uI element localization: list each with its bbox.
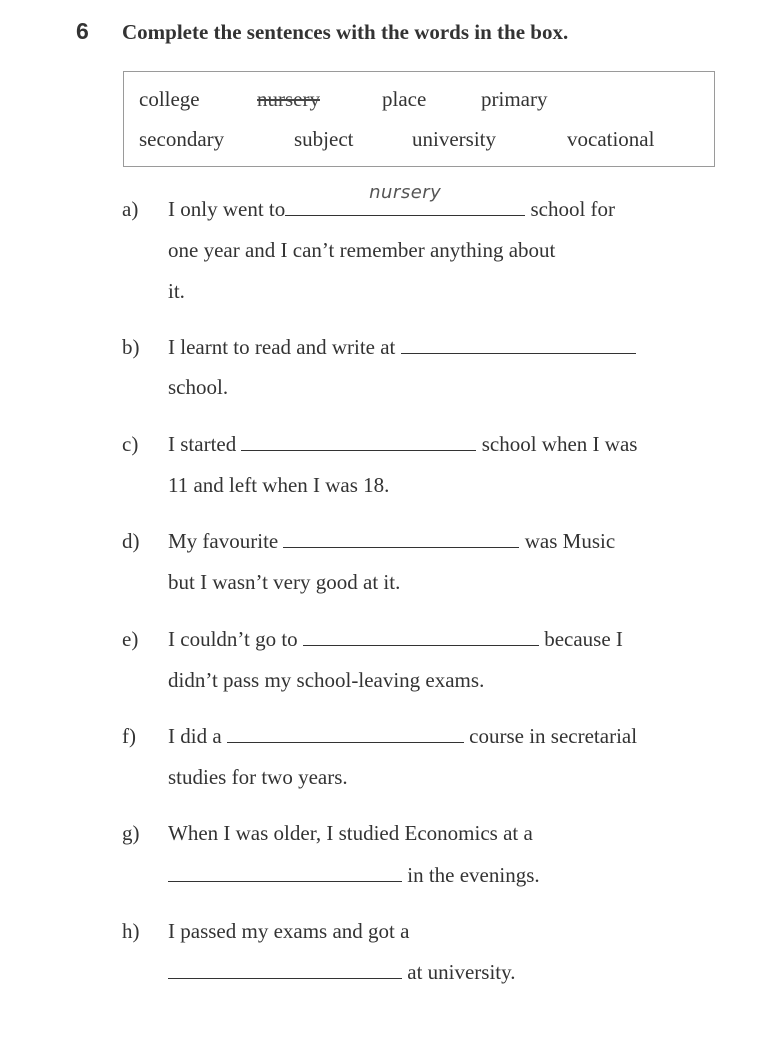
instruction: Complete the sentences with the words in the box. [122,20,569,44]
item-d-line1 [168,521,615,561]
item-g-blank[interactable] [168,859,402,882]
item-d-letter: d) [122,529,140,553]
item-c-after: school when I was [481,432,638,456]
item-e-letter: e) [122,627,139,651]
item-c-before: I started [168,432,237,456]
item-h-letter: h) [122,919,140,943]
item-e-before: I couldn’t go to [168,627,298,651]
word-subject: subject [294,127,354,151]
item-g-after: in the evenings. [407,863,540,887]
item-f-line1 [168,716,637,756]
word-secondary: secondary [139,127,225,151]
item-a-line2: one year and I can’t remember anything about [168,238,556,262]
item-c-letter: c) [122,432,139,456]
item-a-letter: a) [122,197,139,221]
item-e-after: because I [544,627,623,651]
word-primary: primary [481,87,548,111]
word-box [123,71,715,167]
item-d-before: My favourite [168,529,279,553]
item-e-line2: didn’t pass my school-leaving exams. [168,668,485,692]
item-e-line1 [168,619,623,659]
item-g-line2 [168,855,540,895]
item-h-line1: I passed my exams and got a [168,919,410,943]
item-f-before: I did a [168,724,222,748]
item-h-line2 [168,952,516,992]
item-a-after: school for [530,197,616,221]
exercise-number: 6 [76,18,89,44]
item-e-blank[interactable] [303,623,539,646]
item-h-after: at university. [407,960,516,984]
item-b-before: I learnt to read and write at [168,335,396,359]
item-g-letter: g) [122,821,140,845]
item-b-line1 [168,327,636,367]
item-a-line3: it. [168,279,185,303]
item-d-line2: but I wasn’t very good at it. [168,570,401,594]
item-d-blank[interactable] [283,525,519,548]
word-nursery-struck: nursery [257,87,320,111]
word-college: college [139,87,200,111]
item-h-blank[interactable] [168,956,402,979]
item-a-answer: nursery [369,182,442,203]
item-f-after: course in secretarial [469,724,638,748]
item-a-blank[interactable] [285,182,525,216]
word-university: university [412,127,496,151]
item-a-line1 [168,182,616,229]
item-c-blank[interactable] [241,428,476,451]
word-place: place [382,87,427,111]
item-g-line1: When I was older, I studied Economics at a [168,821,533,845]
item-a-before: I only went to [168,197,286,221]
item-f-line2: studies for two years. [168,765,348,789]
item-b-letter: b) [122,335,140,359]
item-b-blank[interactable] [401,331,636,354]
item-f-letter: f) [122,724,136,748]
item-c-line1 [168,424,637,464]
item-c-line2: 11 and left when I was 18. [168,473,390,497]
item-b-line2: school. [168,375,229,399]
word-vocational: vocational [567,127,655,151]
item-d-after: was Music [524,529,616,553]
item-f-blank[interactable] [227,720,464,743]
